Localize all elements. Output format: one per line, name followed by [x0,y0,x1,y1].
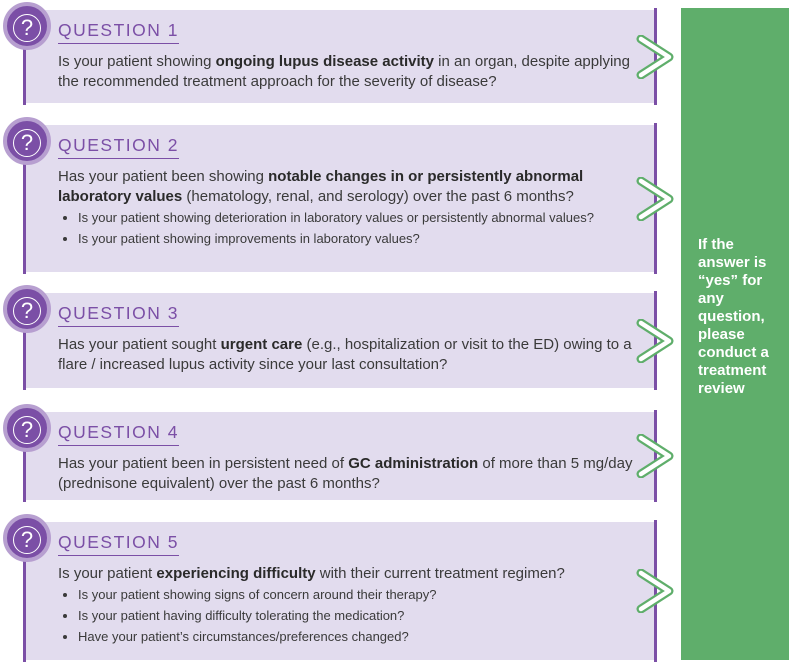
bullet-item: • Is your patient showing signs of concern around their therapy? [78,586,638,603]
question-bubble-icon: ? [3,514,51,562]
bullet-item: • Is your patient showing deterioration in laboratory values or persistently abnormal values? [78,209,638,226]
chevron-right-icon [633,35,677,79]
question-title: QUESTION 4 [58,422,179,446]
question-bubble-icon: ? [3,285,51,333]
chevron-right-icon [633,569,677,613]
chevron-right-icon [633,177,677,221]
question-card [20,10,655,103]
question-card [20,125,655,272]
question-title: QUESTION 1 [58,20,179,44]
conclusion-text: If the answer is “yes” for any question, please conduct a treatment review [698,236,769,397]
question-text: Has your patient sought urgent care (e.g., hospitalization or visit to the ED) owing to a flare / increased lupus activity since your last consultation? [58,336,632,373]
question-bubble-icon: ? [3,117,51,165]
question-text: Has your patient been showing notable changes in or persistently abnormal laboratory values (hematology, renal, and serology) over the past 6 months? • Is your patient showing deterioration in laboratory values or persistently abnormal values? • Is your patient showing improvements in laboratory values? [58,167,638,251]
question-card [20,412,655,500]
question-bubble-icon: ? [3,2,51,50]
question-title: QUESTION 3 [58,303,179,327]
chevron-right-icon [633,434,677,478]
bullet-list [58,209,638,247]
question-text: Is your patient experiencing difficulty with their current treatment regimen? • Is your patient showing signs of concern around their therapy? • Is your patient having difficulty tolerating the medication? • Have your patient’s circumstances/preferences changed? [58,564,638,649]
bullet-item: • Is your patient showing improvements in laboratory values? [78,230,638,247]
question-text: Has your patient been in persistent need of GC administration of more than 5 mg/day (prednisone equivalent) over the past 6 months? [58,455,633,492]
question-text: Is your patient showing ongoing lupus disease activity in an organ, despite applying the recommended treatment approach for the severity of disease? [58,53,630,90]
left-divider [23,147,26,274]
bullet-list [58,586,638,645]
question-title: QUESTION 5 [58,532,179,556]
chevron-right-icon [633,319,677,363]
conclusion-panel [681,8,789,660]
question-bubble-icon: ? [3,404,51,452]
question-title: QUESTION 2 [58,135,179,159]
bullet-item: • Have your patient’s circumstances/preferences changed? [78,628,638,645]
question-card [20,522,655,660]
question-card [20,293,655,388]
bullet-item: • Is your patient having difficulty tolerating the medication? [78,607,638,624]
